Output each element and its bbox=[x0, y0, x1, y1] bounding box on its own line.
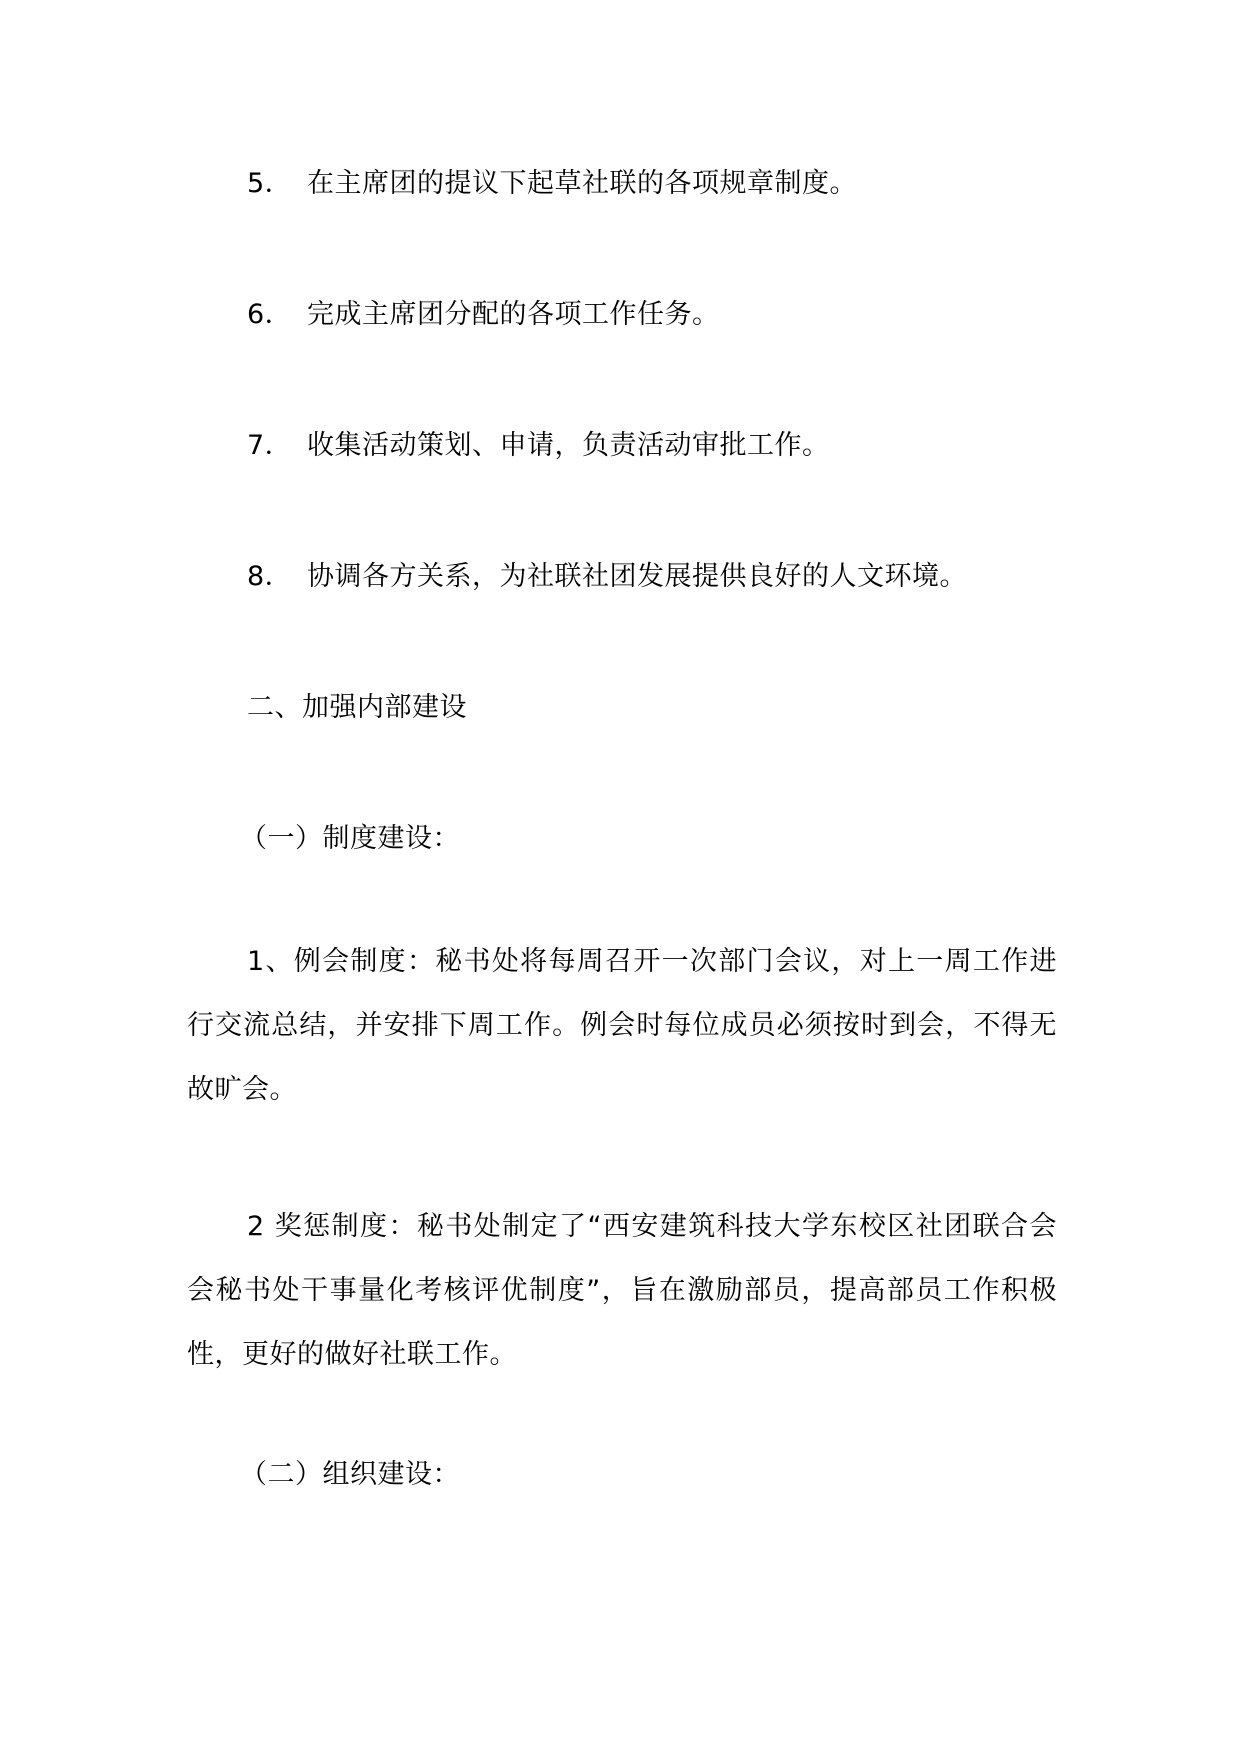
list-item-6 bbox=[247, 299, 720, 331]
list-item-text: 在主席团的提议下起草社联的各项规章制度。 bbox=[307, 168, 857, 199]
list-item-number: 6． bbox=[247, 299, 293, 330]
list-item-number: 8． bbox=[247, 561, 293, 592]
list-item-text: 协调各方关系，为社联社团发展提供良好的人文环境。 bbox=[307, 561, 967, 592]
subsection-heading-organizational: （二）组织建设： bbox=[240, 1459, 460, 1490]
paragraph-regular-meetings: 1、例会制度：秘书处将每周召开一次部门会议，对上一周工作进行交流总结，并安排下周工作。例会时每位成员必须按时到会，不得无故旷会。 bbox=[187, 946, 1057, 1105]
list-item-7 bbox=[247, 430, 830, 462]
paragraph-rewards-penalties: 2 奖惩制度：秘书处制定了“西安建筑科技大学东校区社团联合会会秘书处干事量化考核评优制度”，旨在激励部员，提高部员工作积极性，更好的做好社联工作。 bbox=[187, 1211, 1057, 1370]
subsection-heading-institutional: （一）制度建设： bbox=[240, 823, 460, 854]
list-item-text: 完成主席团分配的各项工作任务。 bbox=[307, 299, 720, 330]
list-item-text: 收集活动策划、申请，负责活动审批工作。 bbox=[307, 430, 830, 461]
list-item-number: 5． bbox=[247, 168, 293, 199]
list-item-number: 7． bbox=[247, 430, 293, 461]
list-item-5 bbox=[247, 168, 857, 200]
list-item-8 bbox=[247, 561, 967, 593]
section-heading: 二、加强内部建设 bbox=[247, 692, 467, 723]
